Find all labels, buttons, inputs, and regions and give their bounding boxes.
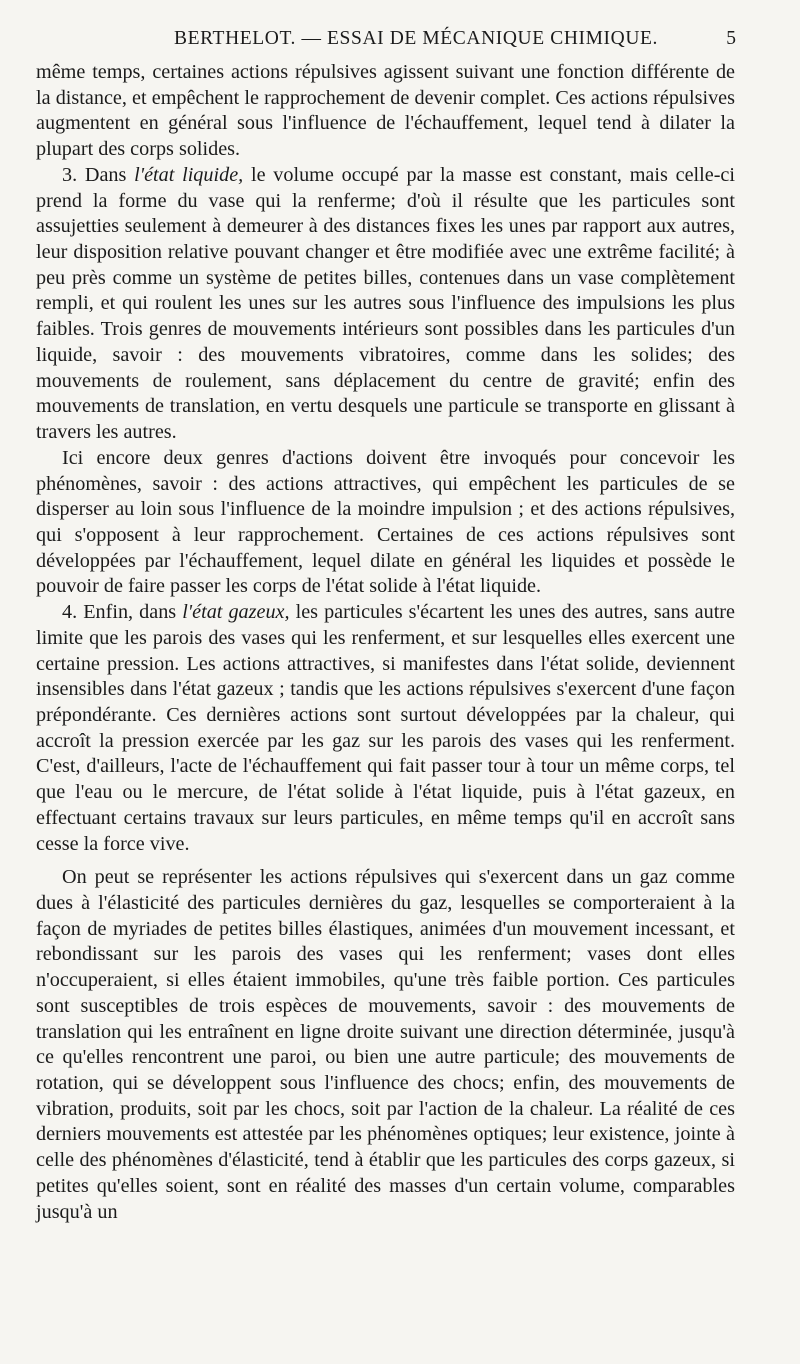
page-header [38, 28, 736, 52]
paragraph-lead: 3. Dans [62, 163, 135, 186]
page-number: 5 [726, 28, 736, 49]
paragraph-liquid-actions: Ici encore deux genres d'actions doivent être invoqués pour concevoir les phénomènes, savoir : des actions attractives, qui empêchent les particules de se disperser au loin sous l'influence de la moindre impulsion ; et des actions répulsives, qui s'opposent à leur rapprochement. Certaines de ces actions répulsives sont développées par l'échauffement, lequel dilate en général les liquides et possède le pouvoir de faire passer les corps de l'état solide à l'état liquide. [36, 446, 735, 598]
paragraph-liquid-state [36, 163, 735, 446]
paragraph-gas-particles: On peut se représenter les actions répulsives qui s'exercent dans un gaz comme dues à l'élasticité des particules dernières du gaz, lesquelles se comporteraient à la façon de myriades de petites billes élastiques, animées d'un mouvement incessant, et rebondissant sur les parois des vases qui les renferment; vases dont elles n'occuperaient, si elles étaient immobiles, qu'une très faible portion. Ces particules sont susceptibles de trois espèces de mouvements, savoir : des mouvements de translation qui les entraînent en ligne droite suivant une direction déterminée, jusqu'à ce qu'elles rencontrent une paroi, ou bien une autre particule; des mouvements de rotation, qui se développent sous l'influence des chocs; enfin, des mouvements de vibration, produits, soit par les chocs, soit par l'action de la chaleur. La réalité de ces derniers mouvements est attestée par les phénomènes optiques; leur existence, jointe à celle des phénomènes d'élasticité, tend à établir que les particules des corps gazeux, si petites qu'elles soient, sont en réalité des masses d'un certain volume, comparables jusqu'à un [36, 866, 735, 1223]
paragraph-lead: 4. Enfin, dans [62, 601, 183, 624]
paragraph-continuation: même temps, certaines actions répulsives agissent suivant une fonction différente de la distance, et empêchent le rapprochement de devenir complet. Ces actions répulsives augmentent en général sous l'influence de l'échauffement, lequel tend à dilater la plupart des corps solides. [36, 61, 735, 161]
page-body [36, 60, 735, 1225]
paragraph-text: les particules s'écartent les unes des autres, sans autre limite que les parois des vases qui les renferment, et sur lesquelles elles exercent une certaine pression. Les actions attractives, si manifestes dans l'état solide, deviennent insensibles dans l'état gazeux ; tandis que les actions répulsives s'exercent d'une façon prépondérante. Ces dernières actions sont surtout développées par la chaleur, qui accroît la pression exercée par les gaz sur les parois des vases qui les renferment. C'est, d'ailleurs, l'acte de l'échauffement qui fait passer tour à tour un même corps, tel que l'eau ou le mercure, de l'état solide à l'état liquide, puis à l'état gazeux, en effectuant certains travaux sur leurs particules, en même temps qu'il en accroît sans cesse la force vive. [36, 601, 735, 855]
paragraph-gaseous-state [36, 600, 735, 857]
italic-term: l'état gazeux, [182, 601, 290, 624]
italic-term: l'état liquide, [134, 163, 244, 186]
running-title: BERTHELOT. — ESSAI DE MÉCANIQUE CHIMIQUE. [174, 28, 658, 49]
paragraph-text: le volume occupé par la masse est constant, mais celle-ci prend la forme du vase qui la renferme; d'où il résulte que les particules sont assujetties seulement à demeurer à des distances fixes les unes par rapport aux autres, leur disposition relative pouvant changer et être modifiée avec une extrême facilité; à peu près comme un système de petites billes, contenues dans un vase complètement rempli, et qui roulent les unes sur les autres sous l'influence des impulsions les plus faibles. Trois genres de mouvements intérieurs sont possibles dans les particules d'un liquide, savoir : des mouvements vibratoires, comme dans les solides; des mouvements de roulement, sans déplacement du centre de gravité; enfin des mouvements de translation, en vertu desquels une particule se transporte en glissant à travers les autres. [36, 163, 735, 444]
